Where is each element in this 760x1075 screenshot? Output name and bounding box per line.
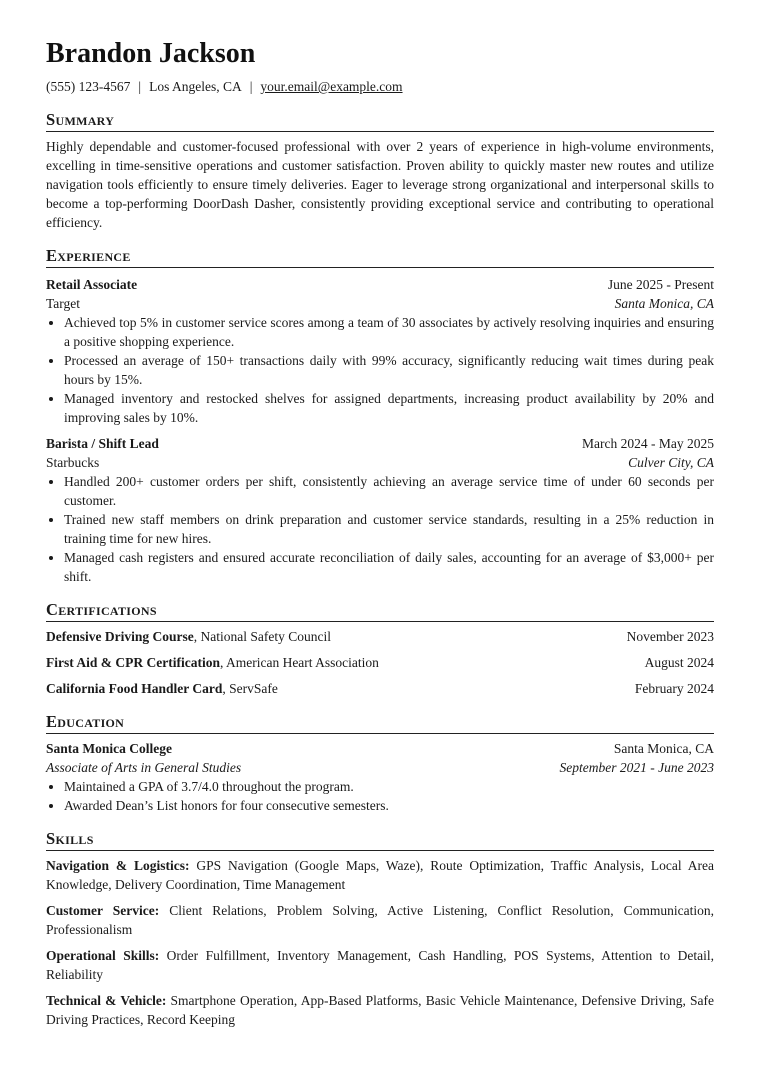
job-entry [46,434,714,586]
skill-group [46,946,714,984]
skill-group [46,991,714,1029]
skill-label: Customer Service: [46,903,160,918]
job-dates: March 2024 - May 2025 [582,436,714,451]
job-header [46,434,714,453]
candidate-name: Brandon Jackson [46,38,256,69]
job-dates: June 2025 - Present [607,277,714,292]
job-bullet: • Managed inventory and restocked shelves for assigned departments, increasing product availability by 20% and improving sales by 10%. [64,389,714,427]
certifications-heading: Certifications [46,600,714,622]
school-location: Santa Monica, CA [613,741,714,756]
certification-date: November 2023 [626,629,714,644]
certification-issuer: , American Heart Association [219,655,379,670]
summary-text: Highly dependable and customer-focused professional with over 2 years of experience in high-volume environments, excelling in time-sensitive operations and customer satisfaction. Proven ability to quickly master new routes and utilize navigation tools efficiently to ensure timely deliveries. Eager to leverage strong organizational and interpersonal skills to become a top-performing DoorDash Dasher, consistently providing exceptional service and contributing to operational efficiency. [46,139,714,230]
education-header [46,739,714,758]
education-entry [46,739,714,815]
skill-text: GPS Navigation (Google Maps, Waze), Route Optimization, Traffic Analysis, Local Area Knowledge, Delivery Coordination, Time Management [46,858,714,892]
skill-label: Navigation & Logistics: [46,858,190,873]
certification-date: February 2024 [634,681,714,696]
certification-date: August 2024 [644,655,714,670]
certification-row [46,627,714,646]
education-bullet: • Maintained a GPA of 3.7/4.0 throughout the program. [64,777,714,796]
job-bullet: • Achieved top 5% in customer service scores among a team of 30 associates by actively resolving inquiries and ensuring a positive shopping experience. [64,313,714,351]
resume-page [46,0,714,1029]
skill-text: Order Fulfillment, Inventory Management, Cash Handling, POS Systems, Attention to Detail, Reliability [46,948,714,982]
skill-group [46,856,714,894]
contact-line [46,78,714,96]
school-name: Santa Monica College [46,741,172,756]
phone-number: (555) 123-4567 [46,79,131,94]
contact-separator: | [249,79,253,94]
skills-heading: Skills [46,829,714,851]
education-dates: September 2021 - June 2023 [559,760,714,775]
job-subheader [46,453,714,472]
job-bullet: • Trained new staff members on drink preparation and customer service standards, resulting in a 25% reduction in training time for new hires. [64,510,714,548]
certifications-list [46,627,714,698]
job-bullet: • Handled 200+ customer orders per shift, consistently achieving an average service time of under 60 seconds per customer. [64,472,714,510]
job-location: Santa Monica, CA [614,296,714,311]
job-location: Culver City, CA [628,455,714,470]
skill-label: Technical & Vehicle: [46,993,167,1008]
skill-label: Operational Skills: [46,948,160,963]
education-bullets [46,777,714,815]
job-company: Starbucks [46,455,100,470]
job-company: Target [46,296,81,311]
contact-separator: | [138,79,142,94]
experience-heading: Experience [46,246,714,268]
summary-heading: Summary [46,110,714,132]
job-bullet: • Processed an average of 150+ transactions daily with 99% accuracy, significantly reducing wait times during peak hours by 15%. [64,351,714,389]
job-role: Retail Associate [46,277,138,292]
certification-name: California Food Handler Card [46,681,223,696]
job-role: Barista / Shift Lead [46,436,159,451]
job-bullet: • Managed cash registers and ensured accurate reconciliation of daily sales, accounting for an average of $3,000+ per shift. [64,548,714,586]
location: Los Angeles, CA [149,79,242,94]
skill-text: Smartphone Operation, App-Based Platforms, Basic Vehicle Maintenance, Defensive Driving, Safe Driving Practices, Record Keeping [46,993,714,1027]
education-heading: Education [46,712,714,734]
job-bullets [46,313,714,427]
certification-issuer: , National Safety Council [193,629,331,644]
skill-group [46,901,714,939]
skills-list [46,856,714,1029]
job-header [46,275,714,294]
certification-name: Defensive Driving Course [46,629,194,644]
job-entry [46,275,714,427]
certification-name: First Aid & CPR Certification [46,655,220,670]
education-subheader [46,758,714,777]
job-subheader [46,294,714,313]
skill-text: Client Relations, Problem Solving, Active Listening, Conflict Resolution, Communication, Professionalism [46,903,714,937]
education-bullet: • Awarded Dean’s List honors for four consecutive semesters. [64,796,714,815]
degree: Associate of Arts in General Studies [46,760,242,775]
email-link[interactable]: your.email@example.com [260,79,403,94]
certification-issuer: , ServSafe [222,681,278,696]
job-bullets [46,472,714,586]
certification-row [46,679,714,698]
certification-row [46,653,714,672]
